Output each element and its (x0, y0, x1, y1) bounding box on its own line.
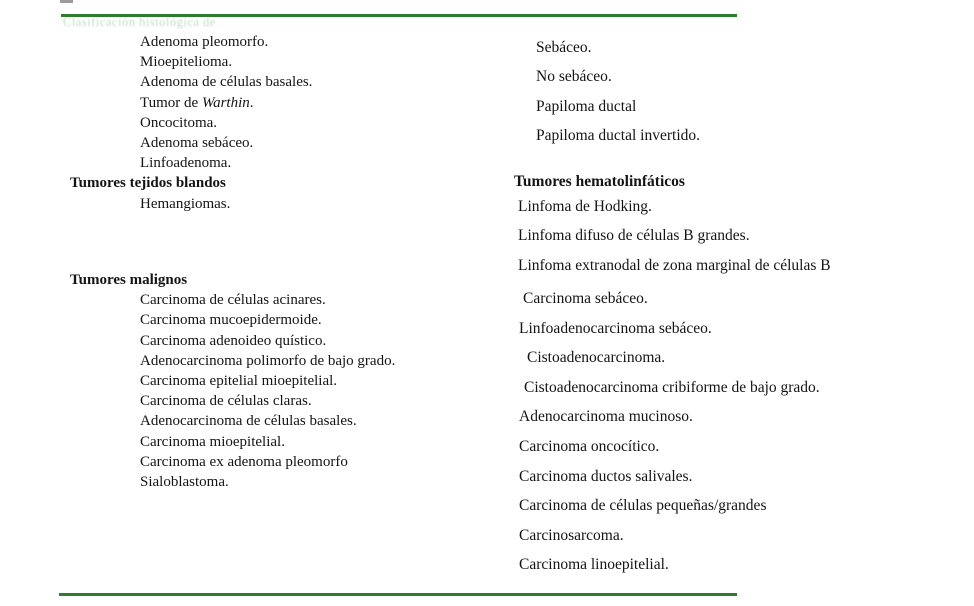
right-column-carcinoma-block (514, 284, 969, 580)
list-item: Carcinoma oncocítico. (519, 437, 660, 455)
list-item: Carcinoma linoepitelial. (519, 556, 669, 574)
list-item: Carcinoma de células acinares. (140, 292, 326, 309)
warthin-italic: Warthin (201, 94, 250, 111)
bottom-horizontal-rule (59, 593, 737, 596)
list-item: Carcinoma sebáceo. (523, 290, 648, 307)
list-item: Adenocarcinoma mucinoso. (519, 408, 693, 426)
list-item: Adenoma sebáceo. (140, 135, 254, 152)
warthin-suffix: . (249, 94, 254, 111)
list-item: Linfoma difuso de células B grandes. (518, 227, 750, 245)
list-item: Adenocarcinoma de células basales. (140, 413, 357, 430)
left-column-malignant-block (70, 270, 510, 492)
top-left-border-mark (60, 0, 73, 3)
left-column-benign-block (70, 32, 510, 214)
list-item: Hemangiomas. (140, 195, 231, 212)
list-item: Linfoadenoma. (140, 155, 232, 172)
list-item: Cistoadenocarcinoma cribiforme de bajo grado. (524, 378, 820, 396)
list-item: Papiloma ductal invertido. (536, 126, 701, 144)
list-item: Carcinoma adenoideo quístico. (140, 332, 327, 349)
right-column-hematolymphoid-block (514, 172, 969, 280)
list-item: Oncocitoma. (140, 114, 218, 131)
list-item: Sialoblastoma. (140, 474, 229, 491)
list-item: Linfoma extranodal de zona marginal de células B (518, 256, 831, 274)
faint-caption-text: Clasificación histológica de (63, 15, 216, 29)
list-item: Carcinoma epitelial mioepitelial. (140, 373, 338, 390)
list-item: Cistoadenocarcinoma. (527, 349, 666, 367)
list-item: Carcinoma de células pequeñas/grandes (519, 497, 767, 515)
list-item: Carcinoma mucoepidermoide. (140, 312, 322, 329)
list-item: No sebáceo. (536, 68, 612, 86)
list-item: Carcinoma ductos salivales. (519, 467, 693, 485)
list-item: Linfoma de Hodking. (518, 198, 652, 215)
section-heading-soft-tissue-tumors: Tumores tejidos blandos (70, 175, 226, 192)
right-column-top-block (514, 33, 964, 150)
list-item: Adenoma pleomorfo. (140, 34, 269, 50)
list-item: Papiloma ductal (536, 97, 637, 115)
list-item: Adenoma de células basales. (140, 74, 313, 91)
list-item: Carcinoma ex adenoma pleomorfo (140, 453, 348, 470)
section-heading-malignant-tumors: Tumores malignos (70, 272, 188, 288)
list-item: Adenocarcinoma polimorfo de bajo grado. (140, 352, 396, 369)
list-item: Sebáceo. (536, 39, 592, 56)
list-item: Carcinoma de células claras. (140, 393, 312, 410)
section-heading-hematolymphoid-tumors: Tumores hematolinfáticos (514, 173, 685, 190)
list-item: Carcinosarcoma. (519, 526, 624, 544)
list-item: Carcinoma mioepitelial. (140, 433, 285, 450)
warthin-prefix: Tumor de (140, 94, 202, 111)
list-item-warthin (70, 93, 510, 113)
list-item: Linfoadenocarcinoma sebáceo. (519, 319, 712, 337)
list-item: Mioepitelioma. (140, 54, 233, 71)
